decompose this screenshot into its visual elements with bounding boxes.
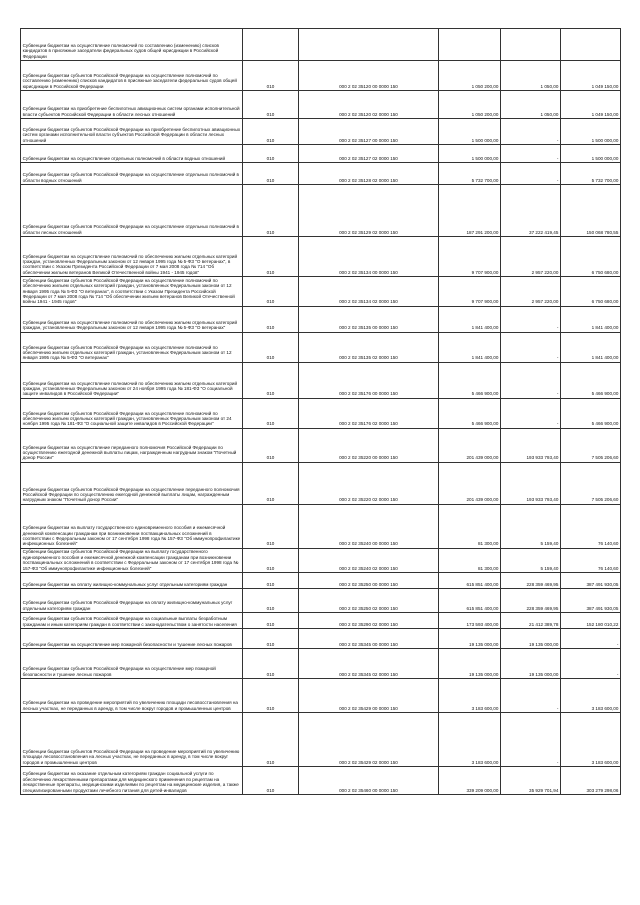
executed-amount-cell: 193 933 793,40: [501, 428, 561, 462]
approved-amount-cell: 1 841 400,00: [439, 332, 501, 362]
table-row: [21, 332, 621, 362]
income-name-cell: Субвенции бюджетам на осуществление отдельных полномочий в области водных отношений: [21, 145, 243, 163]
line-code-cell: 010: [243, 332, 299, 362]
approved-amount-cell: 339 209 000,00: [439, 766, 501, 794]
table-row: [21, 678, 621, 712]
unexecuted-amount-cell: 1 500 000,00: [561, 145, 621, 163]
income-name-cell: Субвенции бюджетам на осуществление переданного полномочия Российской Федерации по осуществлению ежегодной денежной выплаты лицам, награжденным нагрудным знаком "Почетный донор России": [21, 428, 243, 462]
approved-amount-cell: 9 707 900,00: [439, 277, 501, 307]
executed-amount-cell: 37 222 419,45: [501, 185, 561, 237]
budget-code-cell: 000 2 02 35135 00 0000 150: [299, 306, 439, 332]
income-name-cell: Субвенции бюджетам субъектов Российской Федерации на проведение мероприятий по увеличению площади лесовосстановления на лесных участках, не переданных в аренду, в том числе вокруг городов и промышленных центров: [21, 712, 243, 766]
income-name-cell: Субвенции бюджетам субъектов Российской Федерации на осуществление отдельных полномочий в области лесных отношений: [21, 185, 243, 237]
budget-table-body: [21, 29, 621, 795]
table-row: [21, 61, 621, 91]
approved-amount-cell: 1 050 200,00: [439, 61, 501, 91]
unexecuted-amount-cell: 7 505 206,60: [561, 428, 621, 462]
unexecuted-amount-cell: 7 505 206,60: [561, 462, 621, 504]
budget-code-cell: 000 2 02 35127 02 0000 150: [299, 145, 439, 163]
approved-amount-cell: 187 291 200,00: [439, 185, 501, 237]
budget-code-cell: 000 2 02 35120 02 0000 150: [299, 91, 439, 119]
unexecuted-amount-cell: 3 183 600,00: [561, 678, 621, 712]
income-name-cell: Субвенции бюджетам на оплату жилищно-коммунальных услуг отдельным категориям граждан: [21, 572, 243, 588]
executed-amount-cell: -: [501, 145, 561, 163]
executed-amount-cell: -: [501, 678, 561, 712]
line-code-cell: 010: [243, 766, 299, 794]
executed-amount-cell: 2 957 220,00: [501, 237, 561, 277]
income-name-cell: Субвенции бюджетам на приобретение беспилотных авиационных систем органами исполнительной власти субъектов Российской Федерации в области лесных отношений: [21, 91, 243, 119]
executed-amount-cell: 2 957 220,00: [501, 277, 561, 307]
unexecuted-amount-cell: -: [561, 648, 621, 678]
approved-amount-cell: 19 135 000,00: [439, 648, 501, 678]
executed-amount-cell: 21 412 389,78: [501, 612, 561, 628]
income-name-cell: Субвенции бюджетам на осуществление полномочий по составлению (изменению) списков кандидатов в присяжные заседатели федеральных судов общей юрисдикции в Российской Федерации: [21, 29, 243, 61]
unexecuted-amount-cell: [561, 29, 621, 61]
unexecuted-amount-cell: 150 068 780,55: [561, 185, 621, 237]
budget-code-cell: 000 2 02 35345 00 0000 150: [299, 628, 439, 648]
table-row: [21, 237, 621, 277]
income-name-cell: Субвенции бюджетам субъектов Российской Федерации на осуществление полномочий по составлению (изменению) списков кандидатов в присяжные заседатели федеральных судов общей юрисдикции в Российской Федерации: [21, 61, 243, 91]
approved-amount-cell: 615 851 400,00: [439, 572, 501, 588]
table-row: [21, 648, 621, 678]
income-name-cell: Субвенции бюджетам на осуществление полномочий по обеспечению жильем отдельных категорий граждан, установленных Федеральным законом от 12 января 1995 года № 5-ФЗ "О ветеранах", в соответствии с Указом Президента Российской Федерации от 7 мая 2008 года № 714 "Об обеспечении жильем ветеранов Великой Отечественной войны 1941 - 1945 годов": [21, 237, 243, 277]
income-name-cell: Субвенции бюджетам субъектов Российской Федерации на осуществление полномочий по обеспечению жильем отдельных категорий граждан, установленных Федеральным законом от 24 ноября 1995 года № 181-ФЗ "О социальной защите инвалидов в Российской Федерации": [21, 398, 243, 428]
line-code-cell: 010: [243, 712, 299, 766]
unexecuted-amount-cell: 76 140,60: [561, 548, 621, 572]
executed-amount-cell: -: [501, 712, 561, 766]
table-row: [21, 185, 621, 237]
table-row: [21, 462, 621, 504]
table-row: [21, 306, 621, 332]
income-name-cell: Субвенции бюджетам субъектов Российской Федерации на осуществление переданного полномочия Российской Федерации по осуществлению ежегодной денежной выплаты лицам, награжденным нагрудным знаком "Почетный донор России": [21, 462, 243, 504]
approved-amount-cell: 201 439 000,00: [439, 428, 501, 462]
budget-code-cell: 000 2 02 35220 02 0000 150: [299, 462, 439, 504]
executed-amount-cell: [501, 29, 561, 61]
line-code-cell: 010: [243, 61, 299, 91]
budget-code-cell: 000 2 02 35460 00 0000 150: [299, 766, 439, 794]
budget-code-cell: 000 2 02 35250 00 0000 150: [299, 572, 439, 588]
income-name-cell: Субвенции бюджетам субъектов Российской Федерации на оплату жилищно-коммунальных услуг отдельным категориям граждан: [21, 588, 243, 612]
unexecuted-amount-cell: 387 491 930,05: [561, 588, 621, 612]
unexecuted-amount-cell: 1 841 400,00: [561, 332, 621, 362]
unexecuted-amount-cell: 3 183 600,00: [561, 712, 621, 766]
executed-amount-cell: 193 933 793,40: [501, 462, 561, 504]
executed-amount-cell: -: [501, 332, 561, 362]
income-name-cell: Субвенции бюджетам на оказание отдельным категориям граждан социальной услуги по обеспечению лекарственными препаратами для медицинского применения по рецептам на лекарственные препараты, медицинскими изделиями по рецептам на медицинские изделия, а также специализированными продуктами лечебного питания для детей-инвалидов: [21, 766, 243, 794]
budget-code-cell: 000 2 02 35134 00 0000 150: [299, 237, 439, 277]
line-code-cell: 010: [243, 428, 299, 462]
income-name-cell: Субвенции бюджетам субъектов Российской Федерации на осуществление полномочий по обеспечению жильем отдельных категорий граждан, установленных Федеральным законом от 12 января 1995 года № 5-ФЗ "О ветеранах", в соответствии с Указом Президента Российской Федерации от 7 мая 2008 года № 714 "Об обеспечении жильем ветеранов Великой Отечественной войны 1941 - 1945 годов": [21, 277, 243, 307]
unexecuted-amount-cell: 5 732 700,00: [561, 163, 621, 185]
approved-amount-cell: 81 300,00: [439, 504, 501, 548]
table-row: [21, 428, 621, 462]
unexecuted-amount-cell: 5 466 900,00: [561, 362, 621, 398]
line-code-cell: 010: [243, 398, 299, 428]
budget-code-cell: 000 2 02 35134 02 0000 150: [299, 277, 439, 307]
unexecuted-amount-cell: 6 750 680,00: [561, 237, 621, 277]
line-code-cell: 010: [243, 628, 299, 648]
line-code-cell: [243, 29, 299, 61]
approved-amount-cell: 173 593 400,00: [439, 612, 501, 628]
table-row: [21, 712, 621, 766]
executed-amount-cell: 228 359 469,95: [501, 572, 561, 588]
executed-amount-cell: 1 050,00: [501, 91, 561, 119]
approved-amount-cell: 81 300,00: [439, 548, 501, 572]
approved-amount-cell: [439, 29, 501, 61]
budget-code-cell: 000 2 02 35250 02 0000 150: [299, 588, 439, 612]
table-row: [21, 29, 621, 61]
budget-code-cell: 000 2 02 35345 02 0000 150: [299, 648, 439, 678]
budget-code-cell: 000 2 02 35135 02 0000 150: [299, 332, 439, 362]
line-code-cell: 010: [243, 237, 299, 277]
budget-code-cell: 000 2 02 35429 00 0000 150: [299, 678, 439, 712]
executed-amount-cell: -: [501, 163, 561, 185]
line-code-cell: 010: [243, 306, 299, 332]
line-code-cell: 010: [243, 119, 299, 145]
unexecuted-amount-cell: 5 466 900,00: [561, 398, 621, 428]
approved-amount-cell: 3 183 600,00: [439, 712, 501, 766]
approved-amount-cell: 1 841 400,00: [439, 306, 501, 332]
approved-amount-cell: 9 707 900,00: [439, 237, 501, 277]
budget-code-cell: 000 2 02 35290 02 0000 150: [299, 612, 439, 628]
unexecuted-amount-cell: 1 841 400,00: [561, 306, 621, 332]
executed-amount-cell: -: [501, 362, 561, 398]
line-code-cell: 010: [243, 362, 299, 398]
budget-code-cell: 000 2 02 35240 00 0000 150: [299, 504, 439, 548]
income-name-cell: Субвенции бюджетам субъектов Российской Федерации на осуществление мер пожарной безопасности и тушение лесных пожаров: [21, 648, 243, 678]
line-code-cell: 010: [243, 91, 299, 119]
table-row: [21, 163, 621, 185]
unexecuted-amount-cell: 387 491 930,05: [561, 572, 621, 588]
budget-table: [20, 28, 621, 795]
budget-code-cell: 000 2 02 35176 02 0000 150: [299, 398, 439, 428]
line-code-cell: 010: [243, 572, 299, 588]
approved-amount-cell: 5 732 700,00: [439, 163, 501, 185]
income-name-cell: Субвенции бюджетам на осуществление полномочий по обеспечению жильем отдельных категорий граждан, установленных Федеральным законом от 24 ноября 1995 года № 181-ФЗ "О социальной защите инвалидов в Российской Федерации": [21, 362, 243, 398]
income-name-cell: Субвенции бюджетам субъектов Российской Федерации на выплату государственного единовременного пособия и ежемесячной денежной компенсации гражданам при возникновении поствакцинальных осложнений в соответствии с Федеральным законом от 17 сентября 1998 года № 157-ФЗ "Об иммунопрофилактике инфекционных болезней": [21, 548, 243, 572]
executed-amount-cell: 1 050,00: [501, 61, 561, 91]
budget-code-cell: 000 2 02 35120 00 0000 150: [299, 61, 439, 91]
budget-code-cell: 000 2 02 35128 02 0000 150: [299, 163, 439, 185]
approved-amount-cell: 3 183 600,00: [439, 678, 501, 712]
table-row: [21, 588, 621, 612]
unexecuted-amount-cell: 1 049 150,00: [561, 91, 621, 119]
table-row: [21, 612, 621, 628]
line-code-cell: 010: [243, 548, 299, 572]
unexecuted-amount-cell: 152 180 010,22: [561, 612, 621, 628]
executed-amount-cell: 5 159,40: [501, 504, 561, 548]
executed-amount-cell: 5 159,40: [501, 548, 561, 572]
approved-amount-cell: 5 466 900,00: [439, 362, 501, 398]
unexecuted-amount-cell: -: [561, 628, 621, 648]
line-code-cell: 010: [243, 648, 299, 678]
line-code-cell: 010: [243, 588, 299, 612]
budget-code-cell: 000 2 02 35240 02 0000 150: [299, 548, 439, 572]
line-code-cell: 010: [243, 462, 299, 504]
income-name-cell: Субвенции бюджетам на выплату государственного единовременного пособия и ежемесячной денежной компенсации гражданам при возникновении поствакцинальных осложнений в соответствии с Федеральным законом от 17 сентября 1998 года № 157-ФЗ "Об иммунопрофилактике инфекционных болезней": [21, 504, 243, 548]
budget-code-cell: 000 2 02 35429 02 0000 150: [299, 712, 439, 766]
table-row: [21, 398, 621, 428]
income-name-cell: Субвенции бюджетам субъектов Российской Федерации на осуществление полномочий по обеспечению жильем отдельных категорий граждан, установленных Федеральным законом от 12 января 1995 года № 5-ФЗ "О ветеранах": [21, 332, 243, 362]
income-name-cell: Субвенции бюджетам на проведение мероприятий по увеличению площади лесовосстановления на лесных участках, не переданных в аренду, в том числе вокруг городов и промышленных центров: [21, 678, 243, 712]
unexecuted-amount-cell: 76 140,60: [561, 504, 621, 548]
approved-amount-cell: 1 500 000,00: [439, 145, 501, 163]
table-row: [21, 91, 621, 119]
executed-amount-cell: 19 135 000,00: [501, 628, 561, 648]
line-code-cell: 010: [243, 277, 299, 307]
table-row: [21, 119, 621, 145]
approved-amount-cell: 201 439 000,00: [439, 462, 501, 504]
budget-code-cell: 000 2 02 35220 00 0000 150: [299, 428, 439, 462]
budget-code-cell: 000 2 02 35176 00 0000 150: [299, 362, 439, 398]
unexecuted-amount-cell: 6 750 680,00: [561, 277, 621, 307]
budget-code-cell: 000 2 02 35129 02 0000 150: [299, 185, 439, 237]
income-name-cell: Субвенции бюджетам на осуществление мер пожарной безопасности и тушение лесных пожаров: [21, 628, 243, 648]
table-row: [21, 766, 621, 794]
executed-amount-cell: 19 135 000,00: [501, 648, 561, 678]
table-row: [21, 277, 621, 307]
approved-amount-cell: 1 500 000,00: [439, 119, 501, 145]
table-row: [21, 362, 621, 398]
unexecuted-amount-cell: 1 500 000,00: [561, 119, 621, 145]
executed-amount-cell: -: [501, 306, 561, 332]
table-row: [21, 628, 621, 648]
income-name-cell: Субвенции бюджетам субъектов Российской Федерации на осуществление отдельных полномочий в области водных отношений: [21, 163, 243, 185]
line-code-cell: 010: [243, 504, 299, 548]
executed-amount-cell: 228 359 469,95: [501, 588, 561, 612]
income-name-cell: Субвенции бюджетам на осуществление полномочий по обеспечению жильем отдельных категорий граждан, установленных Федеральным законом от 12 января 1995 года № 5-ФЗ "О ветеранах": [21, 306, 243, 332]
table-row: [21, 504, 621, 548]
approved-amount-cell: 5 466 900,00: [439, 398, 501, 428]
line-code-cell: 010: [243, 145, 299, 163]
table-row: [21, 548, 621, 572]
approved-amount-cell: 1 050 200,00: [439, 91, 501, 119]
line-code-cell: 010: [243, 185, 299, 237]
line-code-cell: 010: [243, 163, 299, 185]
unexecuted-amount-cell: 303 279 298,06: [561, 766, 621, 794]
executed-amount-cell: -: [501, 398, 561, 428]
line-code-cell: 010: [243, 612, 299, 628]
approved-amount-cell: 615 851 400,00: [439, 588, 501, 612]
line-code-cell: 010: [243, 678, 299, 712]
executed-amount-cell: -: [501, 119, 561, 145]
income-name-cell: Субвенции бюджетам субъектов Российской Федерации на социальные выплаты безработным гражданам и иным категориям граждан в соответствии с законодательством о занятости населения: [21, 612, 243, 628]
budget-code-cell: 000 2 02 35127 00 0000 150: [299, 119, 439, 145]
table-row: [21, 572, 621, 588]
budget-code-cell: [299, 29, 439, 61]
unexecuted-amount-cell: 1 049 150,00: [561, 61, 621, 91]
table-row: [21, 145, 621, 163]
executed-amount-cell: 35 929 701,94: [501, 766, 561, 794]
approved-amount-cell: 19 135 000,00: [439, 628, 501, 648]
income-name-cell: Субвенции бюджетам субъектов Российской Федерации на приобретение беспилотных авиационных систем органами исполнительной власти субъектов Российской Федерации в области лесных отношений: [21, 119, 243, 145]
